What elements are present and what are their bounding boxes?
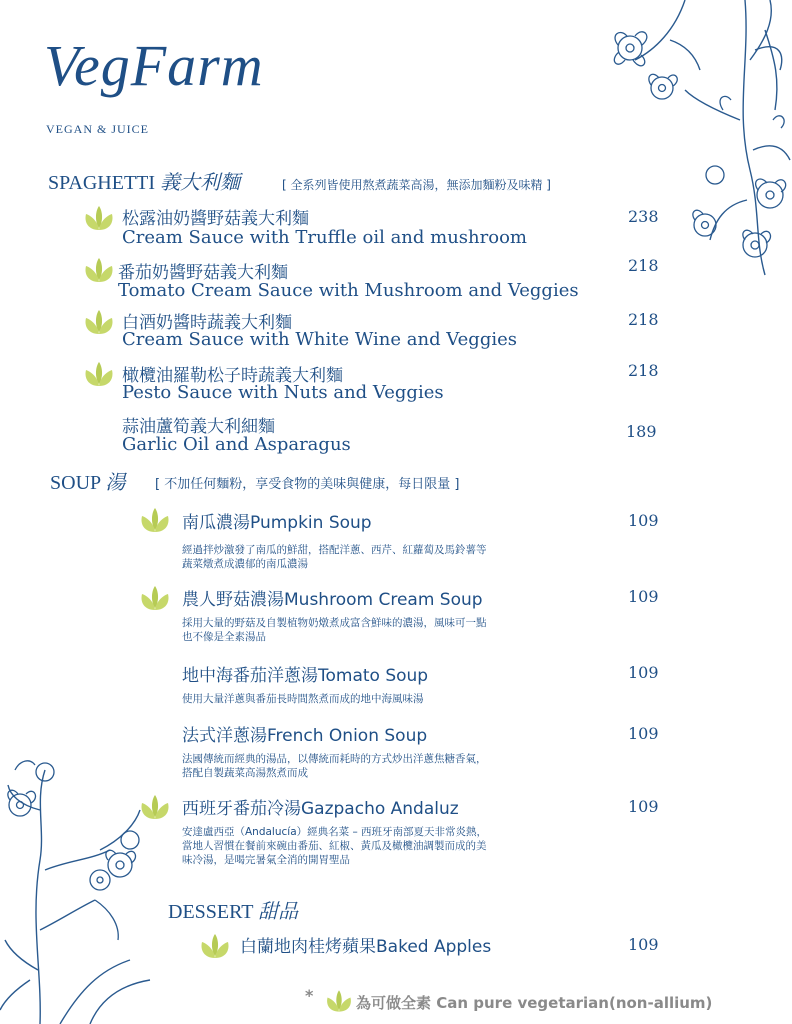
- vegan-leaf-icon: [82, 308, 116, 336]
- item-name-en: Cream Sauce with White Wine and Veggies: [122, 329, 517, 350]
- item-price: 218: [628, 256, 659, 275]
- floral-decoration-top-right: [575, 0, 792, 280]
- item-name-zh: 番茄奶醬野菇義大利麵: [118, 263, 288, 283]
- description-line: 味冷湯，是喝完暑氣全消的開胃聖品: [182, 854, 350, 866]
- vegan-leaf-icon: [138, 506, 172, 534]
- item-name-en: Garlic Oil and Asparagus: [122, 434, 351, 455]
- item-price: 109: [628, 797, 659, 816]
- section-note-soup: [ 不加任何麵粉，享受食物的美味與健康，每日限量 ]: [155, 477, 460, 492]
- item-name-zh: 蒜油蘆筍義大利細麵: [122, 417, 275, 437]
- brand-logo: VegFarm: [44, 33, 264, 98]
- item-price: 109: [628, 935, 659, 954]
- item-name: 法式洋蔥湯French Onion Soup: [182, 726, 428, 746]
- section-title-en: DESSERT: [168, 901, 254, 923]
- item-price: 109: [628, 587, 659, 606]
- item-name-zh: 松露油奶醬野菇義大利麵: [122, 209, 309, 229]
- vegan-leaf-icon: [82, 256, 116, 284]
- floral-decoration-bottom-left: [0, 750, 170, 1024]
- description-line: 使用大量洋蔥與番茄長時間熬煮而成的地中海風味湯: [182, 693, 424, 705]
- item-description: [182, 692, 562, 706]
- description-line: 蔬菜燉煮成濃郁的南瓜濃湯: [182, 558, 308, 570]
- vegan-leaf-icon: [138, 584, 172, 612]
- section-title-zh: 甜品: [258, 901, 299, 923]
- item-name-en: Pesto Sauce with Nuts and Veggies: [122, 382, 444, 403]
- item-description: [182, 616, 562, 644]
- item-price: 238: [628, 207, 659, 226]
- vegan-leaf-icon: [138, 793, 172, 821]
- item-name: 西班牙番茄冷湯Gazpacho Andaluz: [182, 799, 459, 819]
- item-name-zh: 橄欖油羅勒松子時蔬義大利麵: [122, 366, 343, 386]
- description-line: 採用大量的野菇及自製植物奶燉煮成富含鮮味的濃湯，風味可一點: [182, 617, 487, 629]
- section-title-soup: [50, 466, 125, 495]
- item-price: 189: [626, 422, 657, 441]
- item-description: [182, 543, 562, 571]
- description-line: 安達盧西亞（Andalucía）經典名菜 – 西班牙南部夏天非常炎熱，: [182, 826, 488, 838]
- description-line: 也不像是全素湯品: [182, 631, 266, 643]
- section-note-spaghetti: [ 全系列皆使用熬煮蔬菜高湯，無添加麵粉及味精 ]: [282, 178, 551, 192]
- item-name: 南瓜濃湯Pumpkin Soup: [182, 513, 372, 533]
- vegan-leaf-icon: [324, 988, 354, 1014]
- description-line: 經過拌炒激發了南瓜的鮮甜，搭配洋蔥、西芹、紅蘿蔔及馬鈴薯等: [182, 544, 487, 556]
- description-line: 法國傳統而經典的湯品，以傳統而耗時的方式炒出洋蔥焦糖香氣，: [182, 753, 487, 765]
- section-title-zh: 義大利麵: [160, 172, 241, 194]
- description-line: 當地人習慣在餐前來碗由番茄、紅椒、黃瓜及橄欖油調製而成的美: [182, 840, 487, 852]
- vegan-leaf-icon: [82, 204, 116, 232]
- item-price: 109: [628, 663, 659, 682]
- section-title-en: SPAGHETTI: [48, 172, 156, 194]
- vegan-leaf-icon: [198, 932, 232, 960]
- item-name-zh: 白酒奶醬時蔬義大利麵: [122, 313, 292, 333]
- item-name-en: Cream Sauce with Truffle oil and mushroom: [122, 227, 527, 248]
- item-description: [182, 825, 572, 867]
- description-line: 搭配自製蔬菜高湯熬煮而成: [182, 767, 308, 779]
- footer-note: 為可做全素 Can pure vegetarian(non-allium): [356, 994, 713, 1012]
- section-title-en: SOUP: [50, 472, 101, 494]
- vegan-leaf-icon: [82, 360, 116, 388]
- footer-asterisk: *: [305, 986, 314, 1005]
- section-title-spaghetti: [48, 166, 240, 195]
- item-price: 218: [628, 310, 659, 329]
- section-title-dessert: [168, 895, 298, 924]
- item-price: 109: [628, 511, 659, 530]
- brand-tagline: VEGAN & JUICE: [46, 122, 149, 136]
- section-title-zh: 湯: [105, 472, 126, 494]
- item-name: 農人野菇濃湯Mushroom Cream Soup: [182, 590, 483, 610]
- item-name: 白蘭地肉桂烤蘋果Baked Apples: [240, 937, 492, 957]
- item-price: 218: [628, 361, 659, 380]
- item-price: 109: [628, 724, 659, 743]
- item-name-en: Tomato Cream Sauce with Mushroom and Veggies: [118, 280, 579, 301]
- item-description: [182, 752, 562, 780]
- item-name: 地中海番茄洋蔥湯Tomato Soup: [182, 666, 429, 686]
